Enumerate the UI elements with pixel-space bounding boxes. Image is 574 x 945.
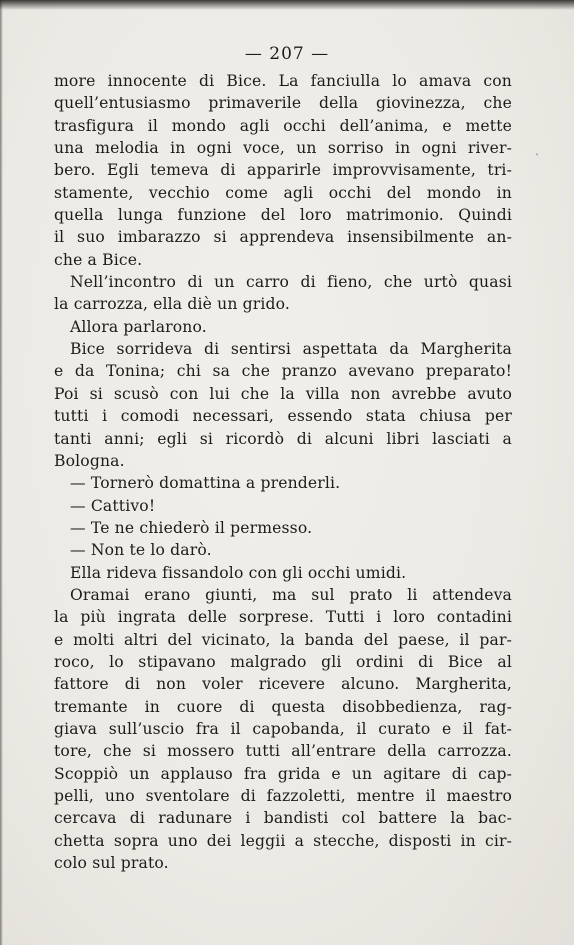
text-line: — Te ne chiederò il permesso. — [70, 518, 313, 537]
page-number: — 207 — — [244, 44, 330, 64]
text-line: chetta sopra uno dei leggii a stecche, disposti in cir- — [54, 831, 512, 850]
body-text — [54, 70, 512, 874]
text-line: tutti i comodi necessari, essendo stata chiusa per — [54, 407, 512, 426]
text-line: la carrozza, ella diè un grido. — [54, 295, 290, 314]
text-line: bero. Egli temeva di apparirle improvvisamente, tri- — [54, 161, 512, 180]
text-line: Bice sorrideva di sentirsi aspettata da Margherita — [70, 340, 512, 359]
text-line: — Cattivo! — [70, 496, 156, 515]
text-line: tanti anni; egli si ricordò di alcuni libri lasciati a — [54, 429, 512, 448]
text-line: — Tornerò domattina a prenderli. — [70, 474, 341, 493]
text-line: fattore di non voler ricevere alcuno. Margherita, — [54, 675, 512, 694]
text-line: la più ingrata delle sorprese. Tutti i loro contadini — [54, 608, 512, 627]
text-line: more innocente di Bice. La fanciulla lo amava con — [54, 72, 512, 90]
text-line: colo sul prato. — [54, 854, 169, 873]
text-line: tore, che si mossero tutti all’entrare della carrozza. — [54, 742, 512, 761]
text-line: Ella rideva fissandolo con gli occhi umidi. — [70, 563, 407, 582]
text-line: quella lunga funzione del loro matrimonio. Quindi — [54, 206, 512, 225]
text-line: — Non te lo darò. — [70, 541, 212, 560]
stray-mark: ` — [535, 154, 540, 165]
text-line: stamente, vecchio come agli occhi del mondo in — [54, 183, 512, 202]
text-line: cercava di radunare i bandisti col battere la bac- — [54, 809, 512, 828]
text-line: tremante in cuore di questa disobbedienza, rag- — [54, 697, 512, 716]
text-line: e molti altri del vicinato, la banda del paese, il par- — [54, 630, 512, 649]
binding-shadow — [0, 0, 3, 945]
text-line: giava sull’uscio fra il capobanda, il curato e il fat- — [54, 719, 512, 738]
text-line: che a Bice. — [54, 250, 143, 269]
text-line: roco, lo stipavano malgrado gli ordini di Bice al — [54, 652, 512, 671]
text-line: Nell’incontro di un carro di fieno, che urtò quasi — [70, 273, 512, 292]
text-line: Allora parlarono. — [70, 317, 207, 336]
text-line: il suo imbarazzo si apprendeva insensibilmente an- — [54, 228, 512, 247]
text-line: Scoppiò un applauso fra grida e un agitare di cap- — [54, 764, 512, 783]
text-line: e da Tonina; chi sa che pranzo avevano preparato! — [54, 362, 512, 381]
text-line: pelli, uno sventolare di fazzoletti, mentre il maestro — [54, 787, 512, 805]
text-line: trasfigura il mondo agli occhi dell’anima, e mette — [54, 116, 512, 135]
text-line: Bologna. — [54, 451, 125, 470]
text-line: una melodia in ogni voce, un sorriso in ogni river- — [54, 139, 512, 158]
text-line: Oramai erano giunti, ma sul prato li attendeva — [70, 585, 512, 604]
scan-edge-shadow — [0, 0, 574, 10]
text-line: Poi si scusò con lui che la villa non avrebbe avuto — [54, 384, 512, 403]
text-line: quell’entusiasmo primaverile della giovinezza, che — [54, 94, 512, 113]
